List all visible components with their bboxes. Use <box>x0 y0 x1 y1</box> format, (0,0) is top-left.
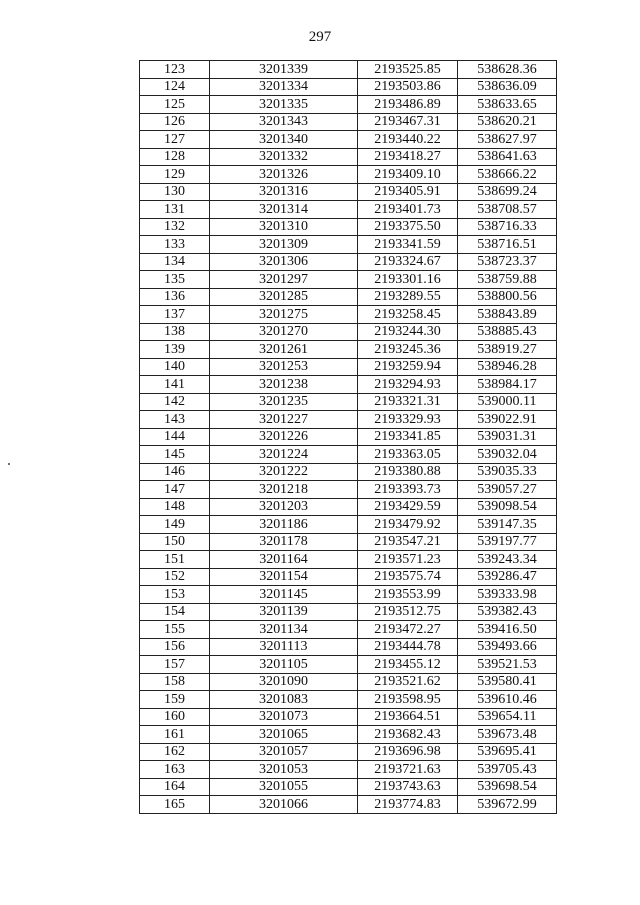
table-row <box>140 726 557 744</box>
x-coordinate-cell: 2193721.63 <box>358 761 458 779</box>
point-number-cell: 148 <box>140 498 210 516</box>
table-row <box>140 113 557 131</box>
point-id-cell: 3201134 <box>210 621 358 639</box>
point-number-cell: 136 <box>140 288 210 306</box>
x-coordinate-cell: 2193547.21 <box>358 533 458 551</box>
y-coordinate-cell: 539333.98 <box>458 586 557 604</box>
table-row <box>140 743 557 761</box>
x-coordinate-cell: 2193301.16 <box>358 271 458 289</box>
point-number-cell: 149 <box>140 516 210 534</box>
table-row <box>140 253 557 271</box>
table-row <box>140 236 557 254</box>
point-id-cell: 3201186 <box>210 516 358 534</box>
point-id-cell: 3201055 <box>210 778 358 796</box>
table-row <box>140 516 557 534</box>
table-row <box>140 376 557 394</box>
y-coordinate-cell: 538666.22 <box>458 166 557 184</box>
table-row <box>140 341 557 359</box>
point-id-cell: 3201316 <box>210 183 358 201</box>
y-coordinate-cell: 539654.11 <box>458 708 557 726</box>
x-coordinate-cell: 2193289.55 <box>358 288 458 306</box>
table-row <box>140 481 557 499</box>
x-coordinate-cell: 2193380.88 <box>358 463 458 481</box>
point-number-cell: 160 <box>140 708 210 726</box>
x-coordinate-cell: 2193525.85 <box>358 61 458 79</box>
y-coordinate-cell: 538716.33 <box>458 218 557 236</box>
point-id-cell: 3201218 <box>210 481 358 499</box>
table-row <box>140 638 557 656</box>
x-coordinate-cell: 2193418.27 <box>358 148 458 166</box>
table-row <box>140 656 557 674</box>
point-id-cell: 3201314 <box>210 201 358 219</box>
y-coordinate-cell: 538885.43 <box>458 323 557 341</box>
x-coordinate-cell: 2193512.75 <box>358 603 458 621</box>
table-body <box>140 61 557 814</box>
table-row <box>140 708 557 726</box>
x-coordinate-cell: 2193553.99 <box>358 586 458 604</box>
point-id-cell: 3201105 <box>210 656 358 674</box>
point-number-cell: 142 <box>140 393 210 411</box>
x-coordinate-cell: 2193479.92 <box>358 516 458 534</box>
x-coordinate-cell: 2193401.73 <box>358 201 458 219</box>
point-number-cell: 165 <box>140 796 210 814</box>
y-coordinate-cell: 539286.47 <box>458 568 557 586</box>
point-id-cell: 3201065 <box>210 726 358 744</box>
x-coordinate-cell: 2193696.98 <box>358 743 458 761</box>
point-number-cell: 150 <box>140 533 210 551</box>
point-number-cell: 164 <box>140 778 210 796</box>
x-coordinate-cell: 2193393.73 <box>358 481 458 499</box>
point-number-cell: 145 <box>140 446 210 464</box>
table-row <box>140 446 557 464</box>
point-number-cell: 131 <box>140 201 210 219</box>
y-coordinate-cell: 538636.09 <box>458 78 557 96</box>
x-coordinate-cell: 2193503.86 <box>358 78 458 96</box>
table-row <box>140 498 557 516</box>
point-id-cell: 3201297 <box>210 271 358 289</box>
table-row <box>140 201 557 219</box>
table-row <box>140 761 557 779</box>
x-coordinate-cell: 2193244.30 <box>358 323 458 341</box>
y-coordinate-cell: 538620.21 <box>458 113 557 131</box>
point-number-cell: 128 <box>140 148 210 166</box>
point-number-cell: 146 <box>140 463 210 481</box>
y-coordinate-cell: 538984.17 <box>458 376 557 394</box>
x-coordinate-cell: 2193682.43 <box>358 726 458 744</box>
point-id-cell: 3201309 <box>210 236 358 254</box>
table-row <box>140 603 557 621</box>
y-coordinate-cell: 539493.66 <box>458 638 557 656</box>
y-coordinate-cell: 539032.04 <box>458 446 557 464</box>
point-number-cell: 162 <box>140 743 210 761</box>
point-id-cell: 3201253 <box>210 358 358 376</box>
x-coordinate-cell: 2193294.93 <box>358 376 458 394</box>
x-coordinate-cell: 2193521.62 <box>358 673 458 691</box>
point-number-cell: 133 <box>140 236 210 254</box>
y-coordinate-cell: 538641.63 <box>458 148 557 166</box>
table-row <box>140 131 557 149</box>
point-id-cell: 3201238 <box>210 376 358 394</box>
table-row <box>140 533 557 551</box>
point-number-cell: 155 <box>140 621 210 639</box>
point-id-cell: 3201310 <box>210 218 358 236</box>
y-coordinate-cell: 538699.24 <box>458 183 557 201</box>
point-id-cell: 3201339 <box>210 61 358 79</box>
y-coordinate-cell: 539098.54 <box>458 498 557 516</box>
y-coordinate-cell: 538628.36 <box>458 61 557 79</box>
point-number-cell: 130 <box>140 183 210 201</box>
x-coordinate-cell: 2193467.31 <box>358 113 458 131</box>
point-number-cell: 143 <box>140 411 210 429</box>
y-coordinate-cell: 539610.46 <box>458 691 557 709</box>
table-row <box>140 148 557 166</box>
table-row <box>140 323 557 341</box>
point-number-cell: 132 <box>140 218 210 236</box>
x-coordinate-cell: 2193259.94 <box>358 358 458 376</box>
point-number-cell: 123 <box>140 61 210 79</box>
y-coordinate-cell: 539672.99 <box>458 796 557 814</box>
x-coordinate-cell: 2193341.85 <box>358 428 458 446</box>
point-id-cell: 3201335 <box>210 96 358 114</box>
point-id-cell: 3201057 <box>210 743 358 761</box>
y-coordinate-cell: 538919.27 <box>458 341 557 359</box>
table-row <box>140 96 557 114</box>
x-coordinate-cell: 2193444.78 <box>358 638 458 656</box>
point-id-cell: 3201332 <box>210 148 358 166</box>
point-number-cell: 158 <box>140 673 210 691</box>
table-row <box>140 183 557 201</box>
coordinates-table <box>139 60 557 814</box>
x-coordinate-cell: 2193321.31 <box>358 393 458 411</box>
y-coordinate-cell: 539147.35 <box>458 516 557 534</box>
x-coordinate-cell: 2193429.59 <box>358 498 458 516</box>
point-id-cell: 3201090 <box>210 673 358 691</box>
point-id-cell: 3201066 <box>210 796 358 814</box>
x-coordinate-cell: 2193324.67 <box>358 253 458 271</box>
point-number-cell: 144 <box>140 428 210 446</box>
point-number-cell: 129 <box>140 166 210 184</box>
x-coordinate-cell: 2193375.50 <box>358 218 458 236</box>
page-number: 297 <box>308 29 332 45</box>
point-number-cell: 124 <box>140 78 210 96</box>
point-id-cell: 3201334 <box>210 78 358 96</box>
point-number-cell: 163 <box>140 761 210 779</box>
y-coordinate-cell: 538716.51 <box>458 236 557 254</box>
point-id-cell: 3201178 <box>210 533 358 551</box>
point-number-cell: 156 <box>140 638 210 656</box>
table-row <box>140 673 557 691</box>
y-coordinate-cell: 539695.41 <box>458 743 557 761</box>
point-id-cell: 3201275 <box>210 306 358 324</box>
table-row <box>140 166 557 184</box>
y-coordinate-cell: 539022.91 <box>458 411 557 429</box>
y-coordinate-cell: 538708.57 <box>458 201 557 219</box>
y-coordinate-cell: 538627.97 <box>458 131 557 149</box>
x-coordinate-cell: 2193409.10 <box>358 166 458 184</box>
point-number-cell: 125 <box>140 96 210 114</box>
table-row <box>140 428 557 446</box>
point-id-cell: 3201083 <box>210 691 358 709</box>
x-coordinate-cell: 2193743.63 <box>358 778 458 796</box>
point-number-cell: 161 <box>140 726 210 744</box>
x-coordinate-cell: 2193440.22 <box>358 131 458 149</box>
x-coordinate-cell: 2193329.93 <box>358 411 458 429</box>
y-coordinate-cell: 539705.43 <box>458 761 557 779</box>
point-number-cell: 154 <box>140 603 210 621</box>
y-coordinate-cell: 538759.88 <box>458 271 557 289</box>
table-row <box>140 393 557 411</box>
x-coordinate-cell: 2193405.91 <box>358 183 458 201</box>
y-coordinate-cell: 538633.65 <box>458 96 557 114</box>
y-coordinate-cell: 538800.56 <box>458 288 557 306</box>
point-number-cell: 147 <box>140 481 210 499</box>
point-id-cell: 3201226 <box>210 428 358 446</box>
y-coordinate-cell: 539698.54 <box>458 778 557 796</box>
x-coordinate-cell: 2193472.27 <box>358 621 458 639</box>
point-number-cell: 159 <box>140 691 210 709</box>
point-id-cell: 3201139 <box>210 603 358 621</box>
y-coordinate-cell: 539580.41 <box>458 673 557 691</box>
table-row <box>140 358 557 376</box>
point-number-cell: 141 <box>140 376 210 394</box>
table-row <box>140 78 557 96</box>
y-coordinate-cell: 539243.34 <box>458 551 557 569</box>
y-coordinate-cell: 538723.37 <box>458 253 557 271</box>
point-id-cell: 3201154 <box>210 568 358 586</box>
table-row <box>140 551 557 569</box>
point-number-cell: 157 <box>140 656 210 674</box>
y-coordinate-cell: 539000.11 <box>458 393 557 411</box>
table-row <box>140 621 557 639</box>
y-coordinate-cell: 539416.50 <box>458 621 557 639</box>
point-number-cell: 138 <box>140 323 210 341</box>
stray-dot <box>8 463 10 465</box>
table-row <box>140 586 557 604</box>
point-id-cell: 3201235 <box>210 393 358 411</box>
table-row <box>140 288 557 306</box>
point-id-cell: 3201203 <box>210 498 358 516</box>
point-id-cell: 3201326 <box>210 166 358 184</box>
y-coordinate-cell: 539197.77 <box>458 533 557 551</box>
x-coordinate-cell: 2193258.45 <box>358 306 458 324</box>
x-coordinate-cell: 2193245.36 <box>358 341 458 359</box>
table-row <box>140 568 557 586</box>
table-row <box>140 778 557 796</box>
point-number-cell: 134 <box>140 253 210 271</box>
table-row <box>140 271 557 289</box>
point-id-cell: 3201222 <box>210 463 358 481</box>
table-row <box>140 306 557 324</box>
y-coordinate-cell: 538843.89 <box>458 306 557 324</box>
point-id-cell: 3201164 <box>210 551 358 569</box>
table-row <box>140 463 557 481</box>
x-coordinate-cell: 2193571.23 <box>358 551 458 569</box>
point-id-cell: 3201113 <box>210 638 358 656</box>
table-row <box>140 691 557 709</box>
point-id-cell: 3201073 <box>210 708 358 726</box>
point-id-cell: 3201227 <box>210 411 358 429</box>
point-number-cell: 139 <box>140 341 210 359</box>
point-number-cell: 153 <box>140 586 210 604</box>
y-coordinate-cell: 539031.31 <box>458 428 557 446</box>
table-row <box>140 61 557 79</box>
point-id-cell: 3201306 <box>210 253 358 271</box>
x-coordinate-cell: 2193575.74 <box>358 568 458 586</box>
x-coordinate-cell: 2193455.12 <box>358 656 458 674</box>
y-coordinate-cell: 539382.43 <box>458 603 557 621</box>
x-coordinate-cell: 2193486.89 <box>358 96 458 114</box>
x-coordinate-cell: 2193341.59 <box>358 236 458 254</box>
table-row <box>140 411 557 429</box>
x-coordinate-cell: 2193598.95 <box>358 691 458 709</box>
point-id-cell: 3201261 <box>210 341 358 359</box>
point-number-cell: 126 <box>140 113 210 131</box>
point-number-cell: 127 <box>140 131 210 149</box>
point-number-cell: 140 <box>140 358 210 376</box>
table-row <box>140 796 557 814</box>
point-id-cell: 3201285 <box>210 288 358 306</box>
point-id-cell: 3201224 <box>210 446 358 464</box>
y-coordinate-cell: 539673.48 <box>458 726 557 744</box>
table-row <box>140 218 557 236</box>
y-coordinate-cell: 538946.28 <box>458 358 557 376</box>
point-id-cell: 3201145 <box>210 586 358 604</box>
point-number-cell: 135 <box>140 271 210 289</box>
point-number-cell: 151 <box>140 551 210 569</box>
y-coordinate-cell: 539057.27 <box>458 481 557 499</box>
point-number-cell: 137 <box>140 306 210 324</box>
x-coordinate-cell: 2193363.05 <box>358 446 458 464</box>
point-id-cell: 3201340 <box>210 131 358 149</box>
x-coordinate-cell: 2193774.83 <box>358 796 458 814</box>
point-number-cell: 152 <box>140 568 210 586</box>
y-coordinate-cell: 539035.33 <box>458 463 557 481</box>
point-id-cell: 3201053 <box>210 761 358 779</box>
x-coordinate-cell: 2193664.51 <box>358 708 458 726</box>
point-id-cell: 3201343 <box>210 113 358 131</box>
y-coordinate-cell: 539521.53 <box>458 656 557 674</box>
point-id-cell: 3201270 <box>210 323 358 341</box>
